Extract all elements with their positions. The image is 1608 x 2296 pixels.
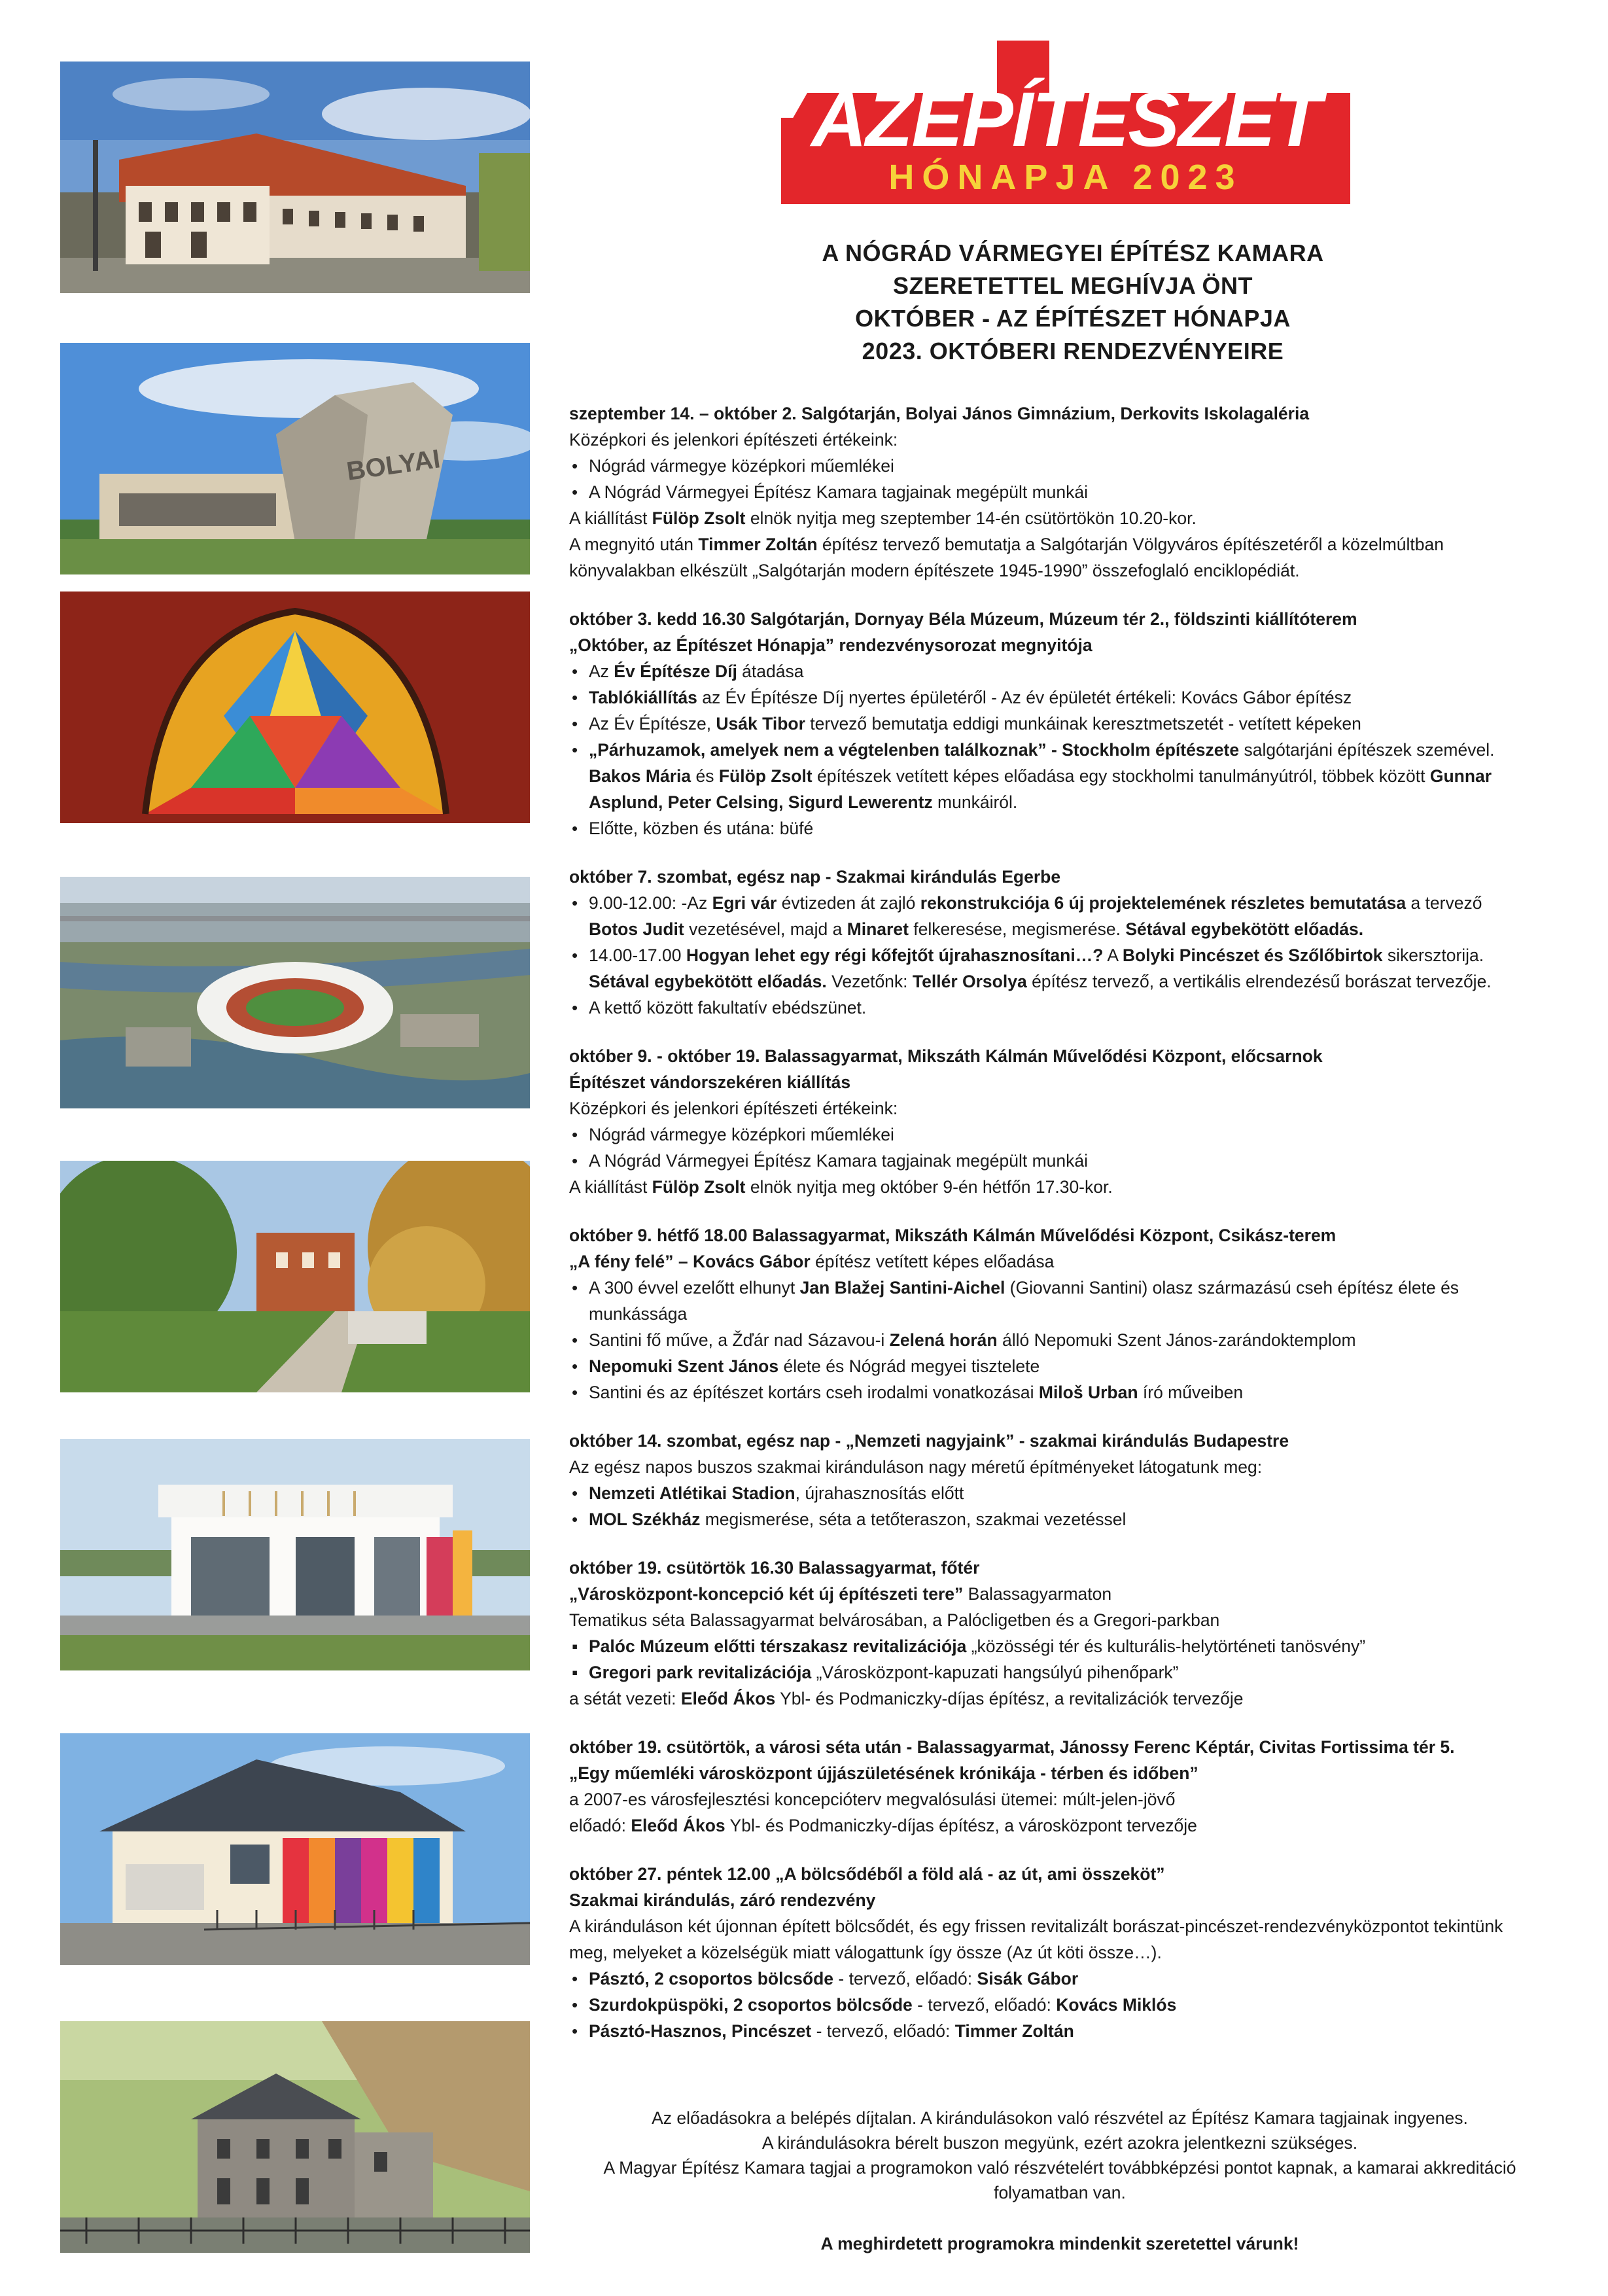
text: álló Nepomuki Szent János-zarándoktemplom [997,1330,1356,1350]
heading-line: 2023. OKTÓBERI RENDEZVÉNYEIRE [862,338,1284,364]
text: vezetésével, majd a [684,919,847,939]
stadium-aerial-photo [60,877,530,1108]
bolyai-rock-building-photo [60,343,530,574]
highlight: Palóc Múzeum előtti térszakasz revitalizációja [589,1636,967,1656]
event-subtitle: Szakmai kirándulás, záró rendezvény [569,1890,876,1910]
highlight: Gregori park revitalizációja [589,1663,812,1682]
list-item [569,942,1550,995]
highlight: rekonstrukciója 6 új projektelemének részletes bemutatása [920,893,1407,913]
list-item [569,684,1550,711]
text: elnök nyitja meg szeptember 14-én csütörtökön 10.20-kor. [745,508,1197,528]
text: A kiállítást [569,508,652,528]
highlight: Pásztó-Hasznos, Pincészet [589,2021,812,2041]
event-intro: a 2007-es városfejlesztési koncepcióterv megvalósulási ütemei: múlt-jelen-jövő [569,1790,1176,1809]
person-name: Jan Blažej Santini-Aichel [799,1278,1005,1298]
person-name: Miloš Urban [1038,1383,1138,1402]
list-item [569,1659,1550,1686]
list-item [569,711,1550,737]
person-name: Eleőd Ákos [631,1816,725,1835]
footer-line: folyamatban van. [994,2183,1126,2202]
text: , újrahasznosítás előtt [795,1483,964,1503]
event-title: október 9. hétfő 18.00 Balassagyarmat, Mikszáth Kálmán Művelődési Központ, Csikász-terem [569,1226,1337,1245]
person-name: Kovács Miklós [1056,1995,1177,2015]
footer-line: A kirándulásokra bérelt buszon megyünk, ezért azokra jelentkezni szükséges. [761,2133,1358,2153]
highlight: „A fény felé” – Kovács Gábor [569,1252,811,1271]
list-item [569,1633,1550,1659]
text: Vezetőnk: [826,972,913,991]
text: „közösségi tér és kulturális-helytörténeti tanösvény” [966,1636,1366,1656]
person-name: Tellér Orsolya [912,972,1027,991]
text: - tervező, előadó: [833,1969,977,1988]
event-text: meg, melyeket a közelségük miatt válogattunk így össze (Az út köti össze…). [569,1943,1162,1962]
highlight: Zelená horán [889,1330,998,1350]
highlight: Nemzeti Atlétikai Stadion [589,1483,795,1503]
event-intro: Középkori és jelenkori építészeti értékeink: [569,1099,898,1118]
text: építész tervező bemutatja a Salgótarján Völgyváros építészetéről a közelmúltban [817,535,1444,554]
text: A 300 évvel ezelőtt elhunyt [589,1278,800,1298]
event-title: október 19. csütörtök 16.30 Balassagyarmat, főtér [569,1558,980,1578]
text: és [691,766,719,786]
footer-line: A Magyar Építész Kamara tagjai a programokon való részvételért továbbképzési pontot kapnak, a kamarai akkreditáció [603,2158,1516,2178]
list-item [569,658,1550,684]
event-block [569,864,1550,1021]
list-item [569,2018,1550,2044]
event-text: A kiránduláson két újonnan épített bölcsődét, és egy frissen revitalizált borászat-pincészet-rendezvényközpontot tekintünk [569,1916,1503,1936]
event-note [569,531,1550,557]
list-item [569,1353,1550,1379]
highlight: Év Építésze Díj [614,662,737,681]
list-item [569,1327,1550,1353]
event-subtitle [569,1581,1550,1607]
event-block [569,1734,1550,1839]
text: építészek vetített képes előadása egy stockholmi tanulmányútról, többek között [812,766,1430,786]
highlight: Bolyki Pincészet és Szőlőbirtok [1122,945,1383,965]
text: a tervező [1406,893,1482,913]
person-name: Eleőd Ákos [680,1689,776,1708]
park-path-building-photo [60,1161,530,1392]
event-block [569,1043,1550,1200]
text: évtizeden át zajló [777,893,920,913]
text: Santini fő műve, a Žďár nad Sázavou-i [589,1330,890,1350]
text: előadó: [569,1816,631,1835]
highlight: Nepomuki Szent János [589,1356,779,1376]
closing-line: A meghirdetett programokra mindenkit szeretettel várunk! [820,2234,1299,2253]
text: A [1103,945,1123,965]
text: építész vetített képes előadása [810,1252,1055,1271]
event-block [569,1861,1550,2044]
event-block [569,606,1550,841]
highlight: Sétával egybekötött előadás. [589,972,827,991]
event-note [569,505,1550,531]
event-subtitle: Építészet vándorszekéren kiállítás [569,1072,851,1092]
person-name: Bakos Mária [589,766,691,786]
text: a sétát vezeti: [569,1689,681,1708]
highlight: MOL Székház [589,1510,701,1529]
event-block [569,1222,1550,1405]
person-name: Asplund, Peter Celsing, Sigurd Lewerentz [589,792,933,812]
highlight: Usák Tibor [716,714,805,733]
list-item [569,1275,1550,1327]
continuation-line [589,763,1550,789]
list-item [569,1506,1550,1532]
highlight: Pásztó, 2 csoportos bölcsőde [589,1969,834,1988]
event-title: október 9. - október 19. Balassagyarmat, Mikszáth Kálmán Művelődési Központ, előcsarnok [569,1046,1323,1066]
person-name: Fülöp Zsolt [652,1177,746,1197]
event-intro: Tematikus séta Balassagyarmat belvárosában, a Palócligetben és a Gregori-parkban [569,1610,1220,1630]
highlight: Egri vár [712,893,777,913]
event-title: október 7. szombat, egész nap - Szakmai kirándulás Egerbe [569,867,1061,887]
highlight: „Városközpont-koncepció két új építészeti tere” [569,1584,964,1604]
event-note [569,557,1550,584]
event-block [569,1555,1550,1712]
invitation-heading [713,237,1433,368]
footer-notes [569,2106,1550,2256]
event-intro: Középkori és jelenkori építészeti értékeink: [569,430,898,450]
text: átadása [737,662,804,681]
text: könyvalakban elkészült „Salgótarján modern építészete 1945-1990” összefoglaló enciklopédiát. [569,561,1300,580]
list-item: • A Nógrád Vármegyei Építész Kamara tagjainak megépült munkái [569,479,1550,505]
text: - tervező, előadó: [811,2021,955,2041]
list-item: • Előtte, közben és utána: büfé [569,815,1550,841]
event-note [569,1686,1550,1712]
person-name: Fülöp Zsolt [718,766,813,786]
text: Santini és az építészet kortárs cseh irodalmi vonatkozásai [589,1383,1039,1402]
event-subtitle: „Egy műemléki városközpont újjászületésének krónikája - térben és időben” [569,1763,1198,1783]
text: elnök nyitja meg október 9-én hétfőn 17.30-kor. [745,1177,1113,1197]
event-title: október 14. szombat, egész nap - „Nemzeti nagyjaink” - szakmai kirándulás Budapestre [569,1431,1289,1451]
event-title: október 3. kedd 16.30 Salgótarján, Dornyay Béla Múzeum, Múzeum tér 2., földszinti kiállítóterem [569,609,1357,629]
person-name: Fülöp Zsolt [652,508,746,528]
heading-line: OKTÓBER - AZ ÉPÍTÉSZET HÓNAPJA [855,305,1291,332]
footer-line: Az előadásokra a belépés díjtalan. A kirándulásokon való részvétel az Építész Kamara tagjainak ingyenes. [652,2108,1468,2128]
text: Az Év Építésze, [589,714,716,733]
text: felkeresése, megismerése. [908,919,1126,939]
text: Balassagyarmaton [963,1584,1112,1604]
event-note [569,1174,1550,1200]
person-name: Timmer Zoltán [954,2021,1074,2041]
list-item: • Nógrád vármegye középkori műemlékei [569,453,1550,479]
text: „Városközpont-kapuzati hangsúlyú pihenőpark” [811,1663,1179,1682]
event-title: október 27. péntek 12.00 „A bölcsődéből a föld alá - az út, ami összeköt” [569,1864,1165,1884]
continuation-line: munkássága [589,1304,688,1324]
list-item [569,890,1550,942]
highlight: Sétával egybekötött előadás. [1125,919,1364,939]
text: A kiállítást [569,1177,652,1197]
event-intro: Az egész napos buszos szakmai kiránduláson nagy méretű építményeket látogatunk meg: [569,1457,1263,1477]
svg-text:BOLYAI: BOLYAI [345,444,442,486]
text: megismerése, séta a tetőteraszon, szakmai vezetéssel [700,1510,1127,1529]
list-item [569,1992,1550,2018]
list-item [569,1966,1550,1992]
text: tervező bemutatja eddigi munkáinak keresztmetszetét - vetített képeken [805,714,1361,733]
event-list [569,400,1550,2066]
list-item [569,1379,1550,1405]
list-item: • A kettő között fakultatív ebédszünet. [569,995,1550,1021]
logo-sub-text: HÓNAPJA 2023 [888,158,1243,197]
text: - tervező, előadó: [912,1995,1057,2015]
architecture-month-logo [781,41,1350,204]
text: Ybl- és Podmaniczky-díjas építész, a városközpont tervezője [725,1816,1197,1835]
continuation-line [589,789,1550,815]
text: sikersztorija. [1382,945,1484,965]
list-item: • Nógrád vármegye középkori műemlékei [569,1122,1550,1148]
event-block [569,400,1550,584]
school-building-photo [60,62,530,293]
text: építész tervező, a vertikális elrendezésű borászat tervezője. [1026,972,1492,991]
person-name: Timmer Zoltán [698,535,818,554]
text: író műveiben [1138,1383,1244,1402]
stained-glass-window-photo [60,592,530,823]
text: Az [589,662,614,681]
person-name: Sisák Gábor [977,1969,1079,1988]
logo-main-text: AZÉPÍTÉSZET [811,77,1320,163]
event-block [569,1428,1550,1532]
person-name: Botos Judit [589,919,684,939]
colorful-nursery-photo [60,1733,530,1965]
text: salgótarjáni építészek szemével. [1239,740,1495,760]
text: élete és Nógrád megyei tisztelete [778,1356,1040,1376]
text: 14.00-17.00 [589,945,686,965]
text: Ybl- és Podmaniczky-díjas építész, a revitalizációk tervezője [775,1689,1244,1708]
text: 9.00-12.00: -Az [589,893,712,913]
event-subtitle: „Október, az Építészet Hónapja” rendezvénysorozat megnyitója [569,635,1092,655]
heading-line: SZERETETTEL MEGHÍVJA ÖNT [892,272,1253,299]
stone-winery-photo [60,2021,530,2253]
person-name: Gunnar [1429,766,1492,786]
highlight: Hogyan lehet egy régi kőfejtőt újrahasznosítani…? [686,945,1104,965]
highlight: Tablókiállítás [589,688,697,707]
event-title: október 19. csütörtök, a városi séta után - Balassagyarmat, Jánossy Ferenc Képtár, Civitas Fortissima tér 5. [569,1737,1455,1757]
text: az Év Építésze Díj nyertes épületéről - Az év épületét értékeli: Kovács Gábor építész [697,688,1352,707]
list-item [569,737,1550,815]
list-item [569,1480,1550,1506]
heading-line: A NÓGRÁD VÁRMEGYEI ÉPÍTÉSZ KAMARA [822,239,1324,266]
text: (Giovanni Santini) olasz származású cseh építész élete és [1005,1278,1459,1298]
list-item: • A Nógrád Vármegyei Építész Kamara tagjainak megépült munkái [569,1148,1550,1174]
highlight: Szurdokpüspöki, 2 csoportos bölcsőde [589,1995,913,2015]
pavilion-building-photo [60,1439,530,1670]
text: A megnyitó után [569,535,699,554]
highlight: „Párhuzamok, amelyek nem a végtelenben találkoznak” - Stockholm építészete [589,740,1240,760]
event-note [569,1812,1550,1839]
highlight: Minaret [847,919,909,939]
event-title: szeptember 14. – október 2. Salgótarján, Bolyai János Gimnázium, Derkovits Iskolagaléria [569,404,1310,423]
text: munkáiról. [932,792,1018,812]
event-subtitle [569,1248,1550,1275]
